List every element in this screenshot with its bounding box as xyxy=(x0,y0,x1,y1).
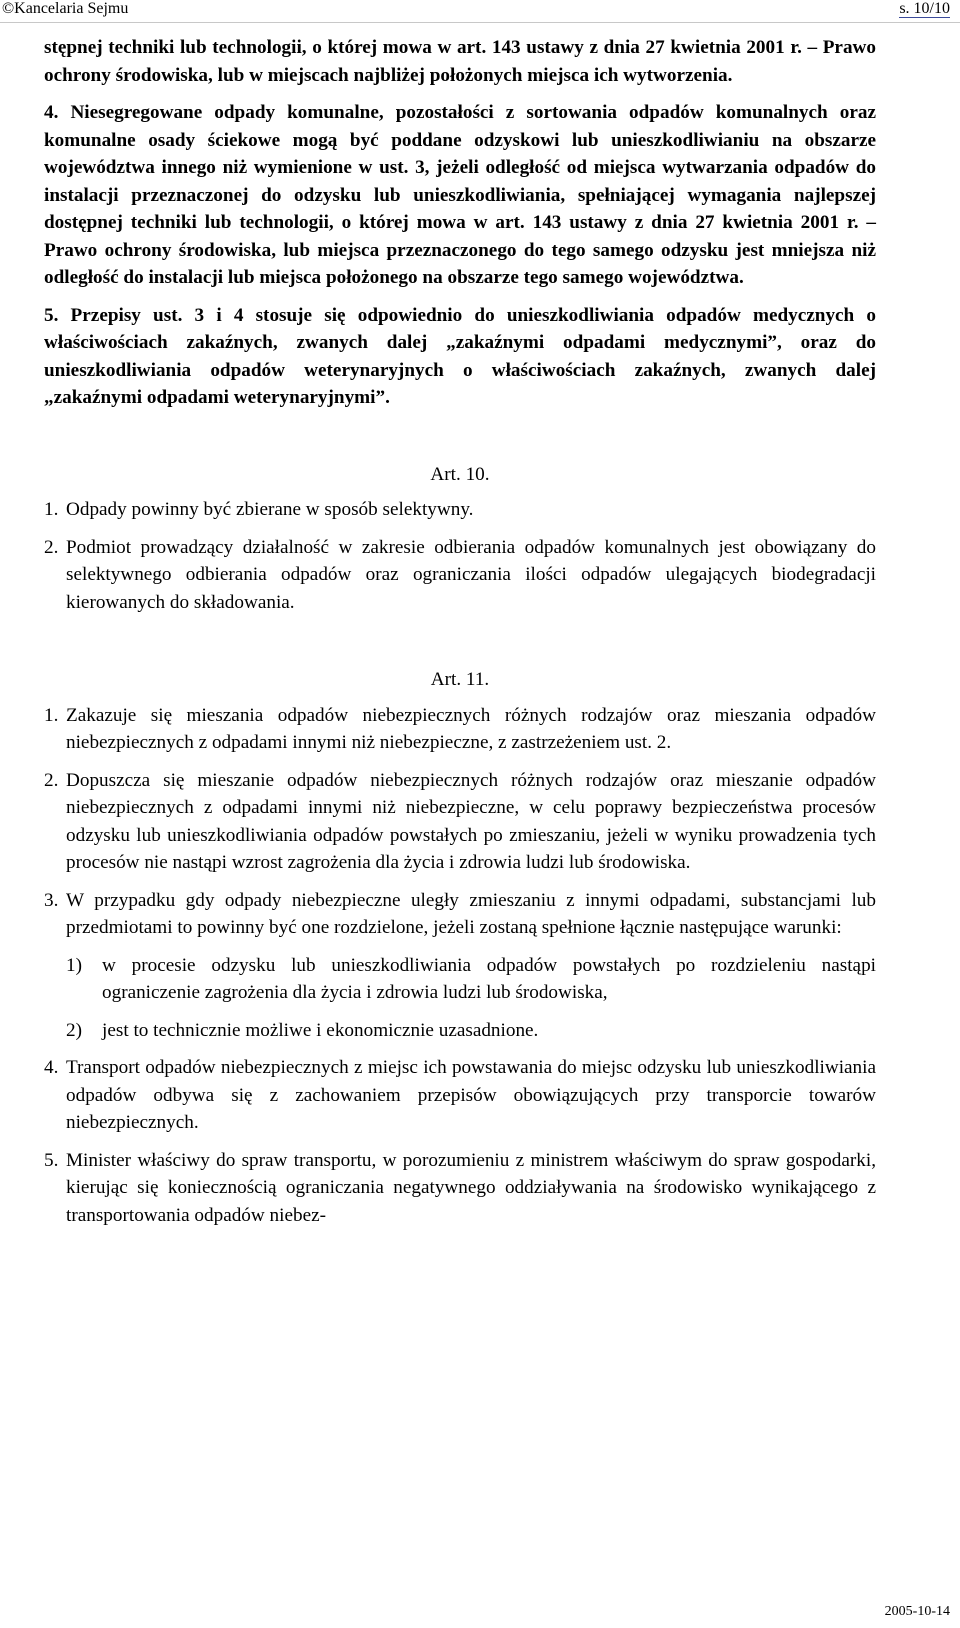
art11-item-1 xyxy=(44,702,876,757)
point-number: 2) xyxy=(66,1019,82,1041)
item-text: W przypadku gdy odpady niebezpieczne uległy zmieszaniu z innymi odpadami, substancjami lub przedmiotami to powinny być one rozdzielone, jeżeli zostaną spełnione łącznie następujące warunki: xyxy=(66,889,876,938)
art10-item-1 xyxy=(44,496,876,524)
header-copyright: ©Kancelaria Sejmu xyxy=(2,0,129,17)
art11-item-2 xyxy=(44,767,876,877)
paragraph-ust-4: 4. Niesegregowane odpady komunalne, pozostałości z sortowania odpadów komunalnych oraz komunalne osady ściekowe mogą być poddane odzyskowi lub unieszkodliwianiu na obszarze województwa innego niż wymienione w ust. 3, jeżeli odległość od miejsca wytwarzania odpadów do instalacji przeznaczonej do odzysku lub unieszkodliwiania, spełniającej wymagania najlepszej dostępnej techniki lub technologii, o której mowa w art. 143 ustawy z dnia 27 kwietnia 2001 r. – Prawo ochrony środowiska, lub miejsca przeznaczonego do tego samego odzysku jest mniejsza niż odległość do instalacji lub miejsca położonego na obszarze tego samego województwa. xyxy=(44,102,876,288)
item-number: 1. xyxy=(44,704,59,726)
art11-item-3 xyxy=(44,887,876,942)
article-10-title: Art. 10. xyxy=(430,463,490,485)
document-body xyxy=(44,34,876,1229)
item-text: Transport odpadów niebezpiecznych z miejsc ich powstawania do miejsc odzysku lub unieszkodliwiania odpadów odbywa się z zachowaniem przepisów obowiązujących przy transporcie towarów niebezpiecznych. xyxy=(66,1057,876,1133)
paragraph-continuation: stępnej techniki lub technologii, o której mowa w art. 143 ustawy z dnia 27 kwietnia 2001 r. – Prawo ochrony środowiska, lub w miejscach najbliżej położonych miejsca ich wytworzenia. xyxy=(44,37,876,86)
art11-point-1 xyxy=(44,952,876,1007)
art11-item-4 xyxy=(44,1054,876,1137)
item-number: 2. xyxy=(44,536,59,558)
art11-point-2 xyxy=(44,1017,876,1045)
point-text: w procesie odzysku lub unieszkodliwiania odpadów powstałych po rozdzieleniu nastąpi ograniczenie zagrożenia dla życia i zdrowia ludzi lub środowiska, xyxy=(102,954,876,1003)
header-page-number xyxy=(899,0,950,18)
paragraph-ust-5: 5. Przepisy ust. 3 i 4 stosuje się odpowiednio do unieszkodliwiania odpadów medycznych o właściwościach zakaźnych, zwanych dalej „zakaźnymi odpadami medycznymi”, oraz do unieszkodliwiania odpadów weterynaryjnych o właściwościach zakaźnych, zwanych dalej „zakaźnymi odpadami weterynaryjnymi”. xyxy=(44,304,876,408)
footer-date: 2005-10-14 xyxy=(884,1604,950,1619)
item-number: 1. xyxy=(44,499,59,520)
art11-item-5 xyxy=(44,1147,876,1230)
item-number: 5. xyxy=(44,1149,59,1171)
item-text: Podmiot prowadzący działalność w zakresie odbierania odpadów komunalnych jest obowiązany do selektywnego odbierania odpadów oraz ograniczania ilości odpadów ulegających biodegradacji kierowanych do składowania. xyxy=(66,536,876,613)
point-number: 1) xyxy=(66,954,82,976)
header-divider xyxy=(0,22,960,23)
item-text: Odpady powinny być zbierane w sposób selektywny. xyxy=(66,499,474,520)
art10-item-2 xyxy=(44,534,876,617)
item-text: Zakazuje się mieszania odpadów niebezpiecznych różnych rodzajów oraz mieszania odpadów niebezpiecznych z odpadami innymi niż niebezpieczne, z zastrzeżeniem ust. 2. xyxy=(66,704,876,753)
item-number: 4. xyxy=(44,1057,59,1078)
item-number: 2. xyxy=(44,769,59,791)
page-number-link[interactable]: s. 10/10 xyxy=(899,0,950,17)
point-text: jest to technicznie możliwe i ekonomicznie uzasadnione. xyxy=(102,1019,539,1041)
article-11-title: Art. 11. xyxy=(430,669,490,690)
item-text: Minister właściwy do spraw transportu, w porozumieniu z ministrem właściwym do spraw gospodarki, kierując się koniecznością ograniczania negatywnego oddziaływania na środowisko wynikającego z transportowania odpadów niebez- xyxy=(66,1149,876,1226)
item-text: Dopuszcza się mieszanie odpadów niebezpiecznych różnych rodzajów oraz mieszanie odpadów niebezpiecznych z odpadami innymi niż niebezpieczne, w celu poprawy bezpieczeństwa procesów odzysku lub unieszkodliwiania odpadów powstałych po zmieszaniu, jeżeli w wyniku prowadzenia tych procesów nie nastąpi wzrost zagrożenia dla życia i zdrowia ludzi lub środowiska. xyxy=(66,769,876,873)
item-number: 3. xyxy=(44,889,59,911)
